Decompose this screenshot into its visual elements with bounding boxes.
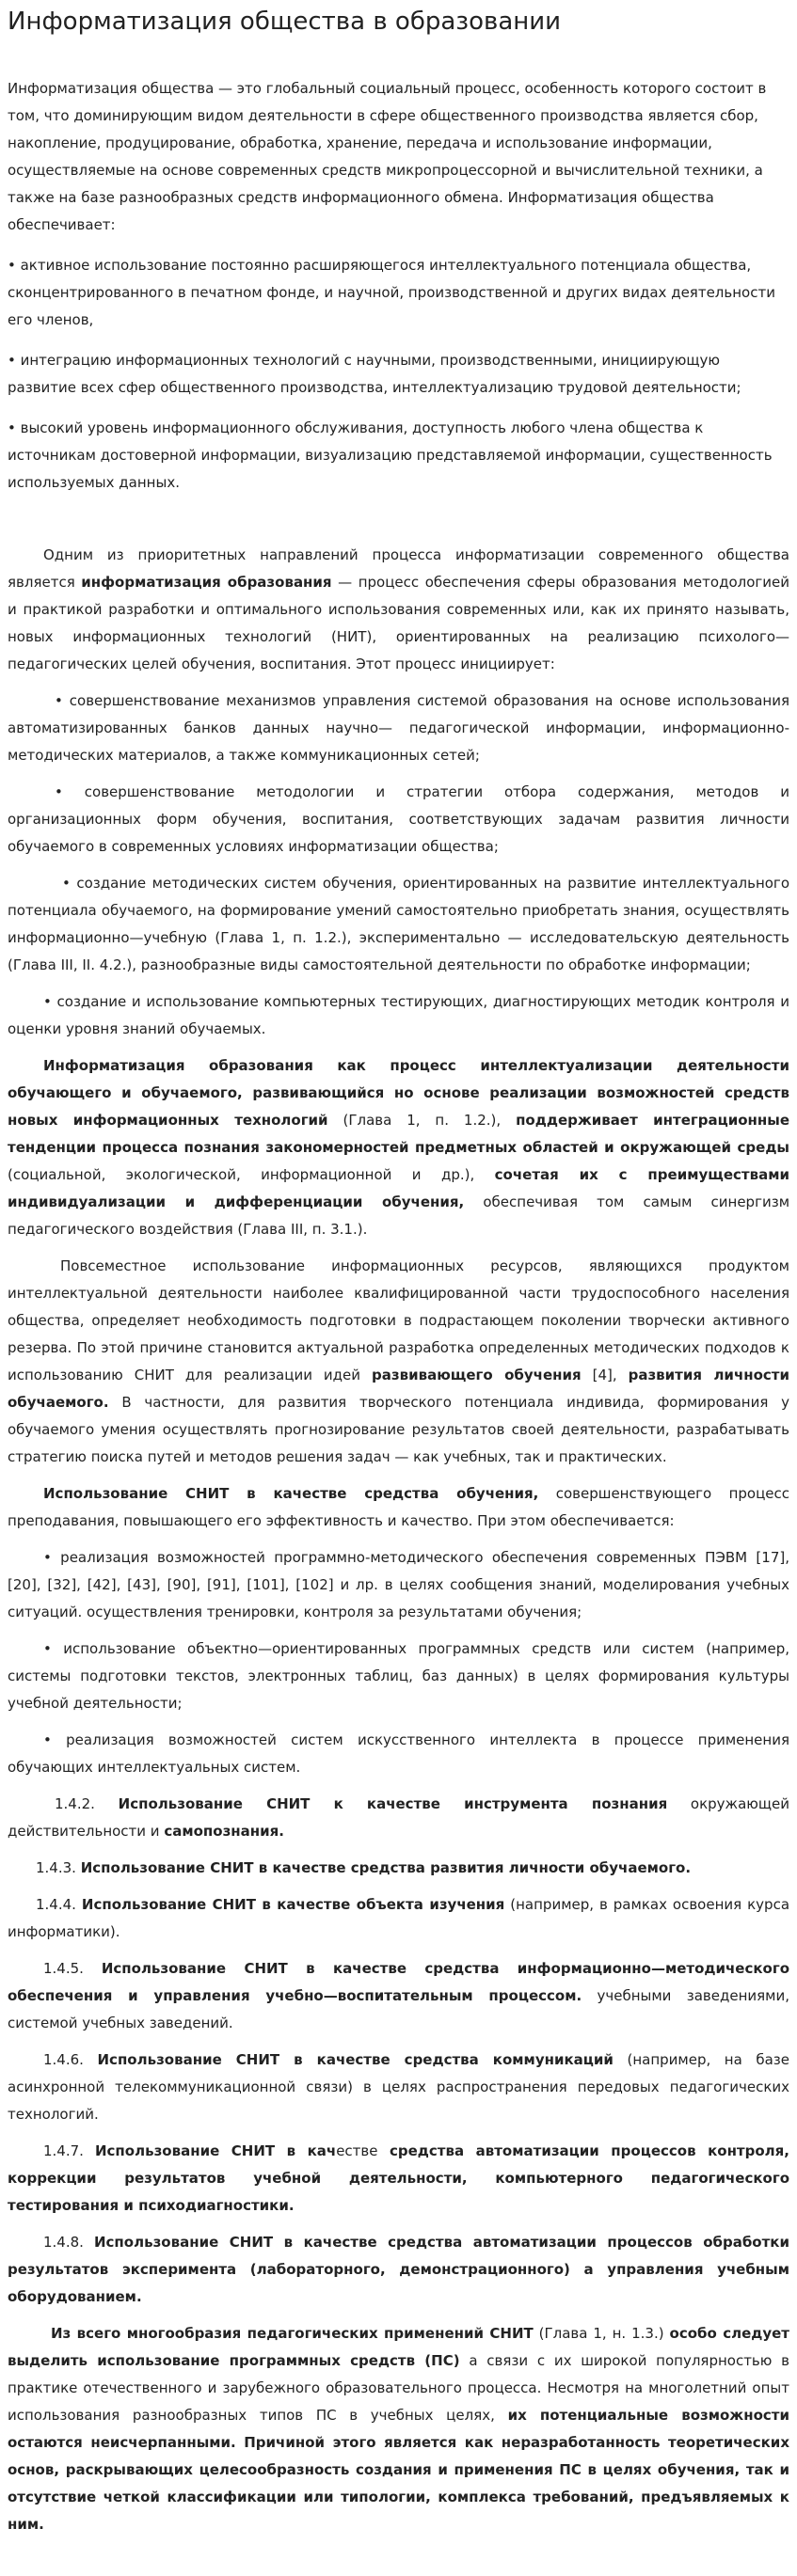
section-1-4-6 [8, 2047, 789, 2128]
section-number: 1.4.7. [43, 2142, 95, 2159]
text: совершенствующего процесс преподавания, повышающего его эффективность и качество. При этом обеспечивается: [8, 1485, 790, 1529]
list-item: • совершенствование методологии и стратегии отбора содержания, методов и организационных форм обучения, воспитания, соответствующих задачам развития личности обучаемого в современных условиях информатизации общества; [8, 783, 789, 855]
section-1-4-4 [8, 1891, 789, 1946]
bold-text: развития личности обучаемого. [8, 1367, 790, 1411]
bold-text: Использование СНИТ в качестве средства информационно—методического обеспечения и управления учебно—воспитательным процессом. [8, 1960, 789, 2004]
section-1-4-8 [8, 2229, 789, 2311]
bold-text: самопознания. [164, 1823, 284, 1840]
section-1-4-7 [8, 2138, 789, 2220]
page-title: Информатизация общества в образовании [8, 8, 562, 36]
text: — процесс обеспечения сферы образования методологией и практикой разработки и оптимального использования современных или, как их принято называть, новых информационных технологий (НИТ), ориентированных на реализацию психолого—педагогических целей обучения, воспитания. Этот процесс инициирует: [8, 574, 789, 672]
paragraph-snit-teaching [8, 1480, 789, 1535]
section-1-4-5 [8, 1955, 789, 2037]
intro-bullet-1: • активное использование постоянно расширяющегося интеллектуального потенциала общества, сконцентрированного в печатном фонде, и научной, производственной и других видах деятельности его членов, [8, 257, 775, 328]
paragraph-informatization [8, 542, 789, 678]
section-number: 1.4.2. [55, 1795, 119, 1812]
section-1-4-3 [8, 1855, 789, 1882]
bold-text: развивающего обучения [372, 1367, 582, 1383]
list-item: • реализация возможностей систем искусственного интеллекта в процессе применения обучающих интеллектуальных систем. [8, 1731, 789, 1776]
text: (Глава 1, п. 1.2.), [327, 1112, 517, 1129]
text: (например, в рамках освоения курса информатики). [8, 1896, 790, 1940]
section-number: 1.4.8. [43, 2234, 94, 2251]
bold-text: Использование СНИТ в качестве средства автоматизации процессов обработки результатов эксперимента (лабораторного, демонстрационного) а управления учебным оборудованием. [8, 2234, 790, 2305]
intro-paragraph: Информатизация общества — это глобальный социальный процесс, особенность которого состоит в том, что доминирующим видом деятельности в сфере общественного производства является сбор, накопление, продуцирование, обработка, хранение, передача и использование информации, осуществляемые на основе современных средств микропроцессорной и вычислительной техники, а также на базе разнообразных средств информационного обмена. Информатизация общества обеспечивает: [8, 80, 767, 233]
bold-term: информатизация образования [81, 574, 332, 591]
text: (например, на базе асинхронной телекоммуникационной связи) в целях распространения передовых педагогических технологий. [8, 2051, 790, 2123]
section-number: 1.4.5. [43, 1960, 102, 1977]
bold-text: Использование СНИТ в качестве средства коммуникаций [97, 2051, 614, 2068]
paragraph-intellectualization [8, 1052, 789, 1243]
text: Одним из приоритетных направлений процесса информатизации современного общества является [8, 546, 789, 591]
section-number: 1.4.6. [43, 2051, 98, 2068]
list-item: • создание и использование компьютерных тестирующих, диагностирующих методик контроля и оценки уровня знаний обучаемых. [8, 993, 789, 1037]
bold-text: Информатизация образования как процесс интеллектуализации деятельности обучающего и обучаемого, развивающийся но основе реализации возможностей средств новых информационных технологий [8, 1057, 789, 1129]
bold-text: Использование СНИТ к качестве инструмента познания [118, 1795, 668, 1812]
list-item: • создание методических систем обучения, ориентированных на развитие интеллектуального потенциала обучаемого, на формирование умений самостоятельно приобретать знания, осуществлять информационно—учебную (Глава 1, п. 1.2.), экспериментально — исследовательскую деятельность (Глава III, II. 4.2.), разнообразные виды самостоятельной деятельности по обработке информации; [8, 875, 789, 973]
text: обеспечивая том самым синергизм педагогического воздействия (Глава III, п. 3.1.). [8, 1193, 790, 1238]
text: Повсеместное использование информационных ресурсов, являющихся продуктом интеллектуальной деятельности наиболее квалифицированной части трудоспособного населения общества, определяет необходимость подготовки в подрастающем поколении творчески активного резерва. По этой причине становится актуальной разработка определенных методических подходов к использованию СНИТ для реализации идей [8, 1257, 789, 1383]
bold-text: средства автоматизации процессов контроля, коррекции результатов учебной деятельности, компьютерного педагогического тестирования и психодиагностики. [8, 2142, 789, 2214]
bold-text: Из всего многообразия педагогических применений СНИТ [51, 2325, 534, 2342]
bold-text: Использование СНИТ в кач [94, 2142, 337, 2159]
text: (Глава 1, н. 1.3.) [533, 2325, 670, 2342]
bold-text: Использование СНИТ в качестве средства развития личности обучаемого. [80, 1859, 692, 1876]
section-1-4-2 [8, 1791, 789, 1845]
intro-section [8, 75, 789, 497]
text: а связи с их широкой популярностью в практике отечественного и зарубежного образовательного процесса. Несмотря на многолетний опыт использования разнообразных типов ПС в учебных целях, [8, 2352, 789, 2424]
list-item: • реализация возможностей программно-методического обеспечения современных ПЭВМ [17], [20], [32], [42], [43], [90], [91], [101], [102] и лр. в целях сообщения знаний, моделирования учебных ситуаций. осуществления тренировки, контроля за результатами обучения; [8, 1549, 789, 1620]
bold-text: поддерживает интеграционные тенденции процесса познания закономерностей предметных областей и окружающей среды [8, 1112, 789, 1156]
text: (социальной, экологической, информационной и др.), [8, 1166, 495, 1183]
main-section [8, 542, 789, 2538]
paragraph-resources [8, 1253, 789, 1471]
section-gap [8, 510, 789, 542]
text: [4], [581, 1367, 629, 1383]
text: окружающей действительности и [8, 1795, 789, 1840]
list-item: • совершенствование механизмов управления системой образования на основе использования автоматизированных банков данных научно— педагогической информации, информационно-методических материалов, а также коммуникационных сетей; [8, 692, 789, 764]
text: естве [336, 2142, 378, 2159]
bold-text: сочетая их с преимуществами индивидуализации и дифференциации обучения, [8, 1166, 789, 1210]
bold-text: особо следует выделить использование программных средств (ПС) [8, 2325, 789, 2369]
paragraph-software [8, 2320, 789, 2538]
bold-text: Использование СНИТ в качестве средства обучения, [43, 1485, 539, 1502]
list-item: • использование объектно—ориентированных программных средств или систем (например, системы подготовки текстов, электронных таблиц, баз данных) в целях формирования культуры учебной деятельности; [8, 1640, 789, 1712]
page [0, 6, 797, 2538]
intro-bullet-3: • высокий уровень информационного обслуживания, доступность любого члена общества к источникам достоверной информации, визуализацию представляемой информации, существенность используемых данных. [8, 419, 773, 491]
bold-text: их потенциальные возможности остаются неисчерпанными. Причиной этого является как неразработанность теоретических основ, раскрывающих целесообразность создания и применения ПС в целях обучения, так и отсутствие четкой классификации или типологии, комплекса требований, предъявляемых к ним. [8, 2407, 789, 2533]
section-number: 1.4.3. [36, 1859, 81, 1876]
section-number: 1.4.4. [36, 1896, 82, 1913]
text: учебными заведениями, системой учебных заведений. [8, 1987, 789, 2031]
text: В частности, для развития творческого потенциала индивида, формирования у обучаемого умения осуществлять прогнозирование результатов своей деятельности, разрабатывать стратегию поиска путей и методов решения задач — как учебных, так и практических. [8, 1394, 789, 1465]
bold-text: Использование СНИТ в качестве объекта изучения [81, 1896, 505, 1913]
intro-bullet-2: • интеграцию информационных технологий с научными, производственными, инициирующую развитие всех сфер общественного производства, интеллектуализацию трудовой деятельности; [8, 352, 741, 396]
